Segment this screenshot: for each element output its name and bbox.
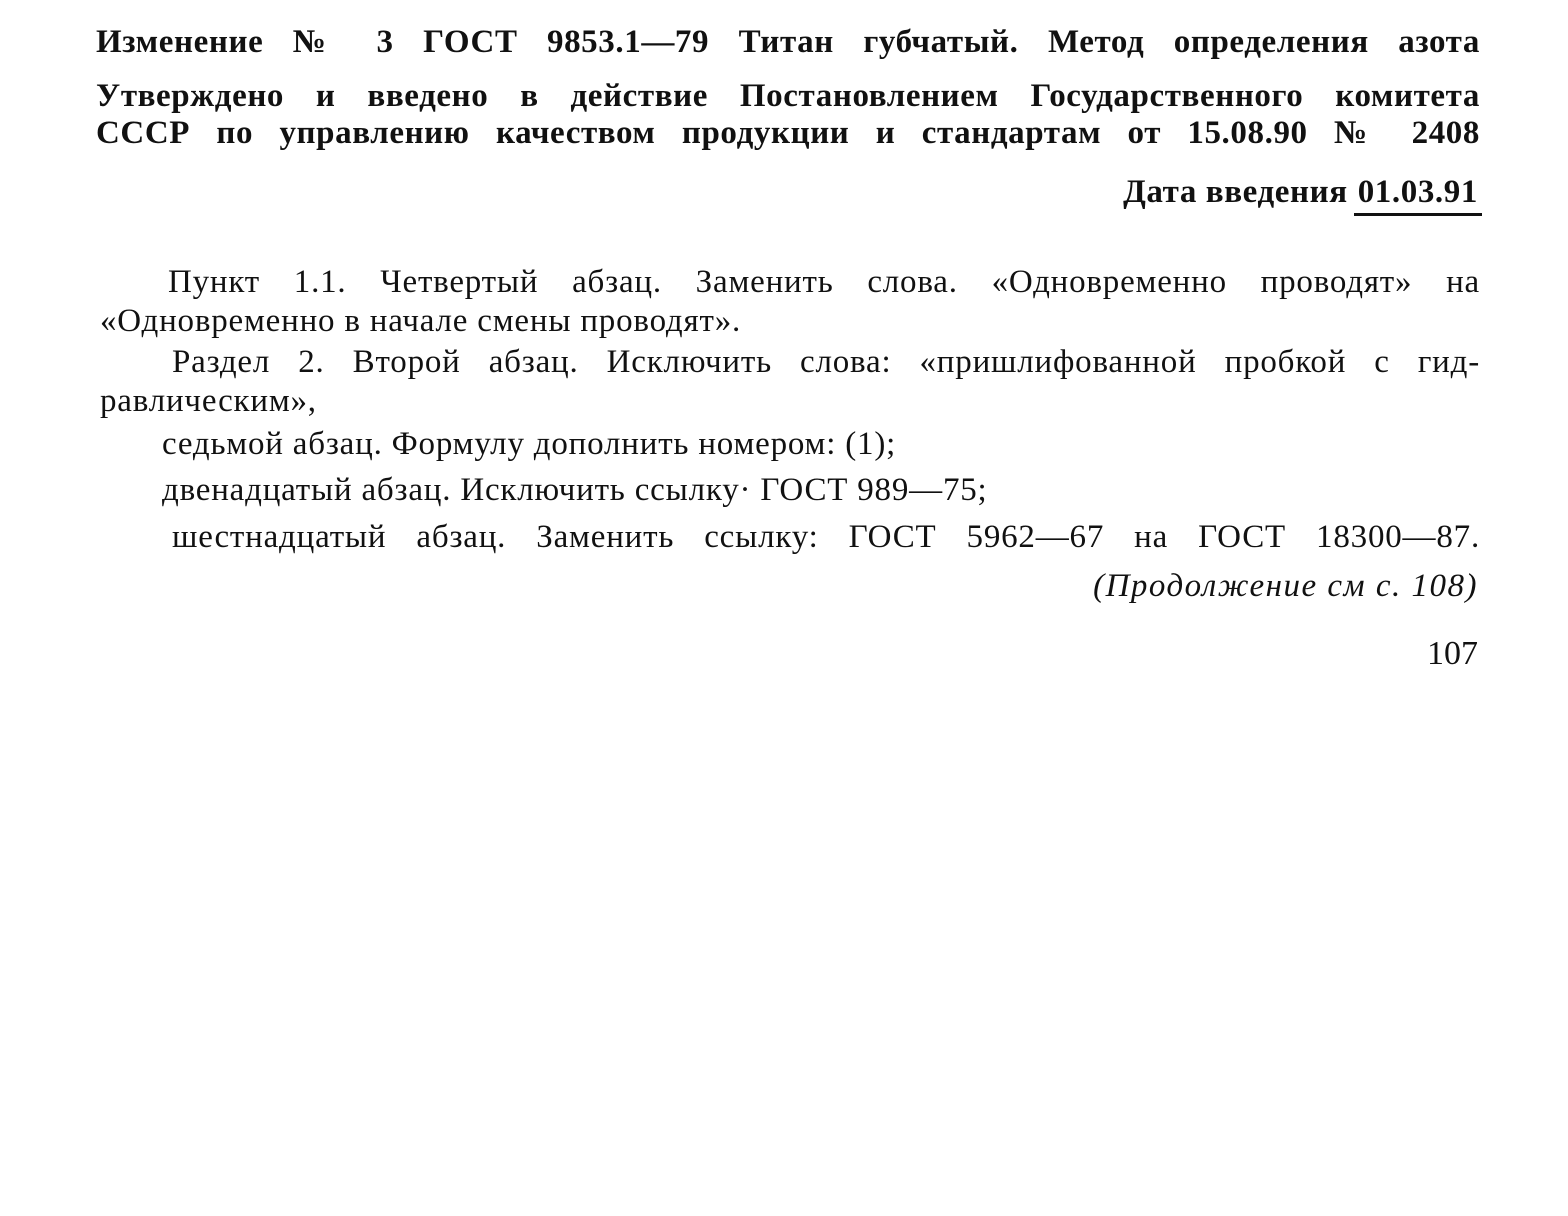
paragraph-4: двенадцатый абзац. Исключить ссылку· ГОСТ 989—75; [162, 472, 988, 508]
paragraph-3: седьмой абзац. Формулу дополнить номером: (1); [162, 426, 897, 462]
paragraph-5: шестнадцатый абзац. Заменить ссылку: ГОСТ 5962—67 на ГОСТ 18300—87. [172, 519, 1480, 555]
continuation-note: (Продолжение см с. 108) [1093, 568, 1478, 604]
document-title: Изменение № 3 ГОСТ 9853.1—79 Титан губчатый. Метод определения азота [96, 24, 1480, 60]
paragraph-2-line-1: Раздел 2. Второй абзац. Исключить слова: «пришлифованной пробкой с гид- [172, 344, 1480, 380]
introduction-date-value: 01.03.91 [1357, 174, 1478, 210]
paragraph-1-line-2: «Одновременно в начале смены проводят». [100, 303, 742, 339]
approval-statement-line-2: СССР по управлению качеством продукции и стандартам от 15.08.90 № 2408 [96, 115, 1480, 151]
paragraph-2-line-2: равлическим», [100, 383, 317, 419]
paragraph-1-line-1: Пункт 1.1. Четвертый абзац. Заменить слова. «Одновременно проводят» на [168, 264, 1480, 300]
page-number: 107 [1427, 635, 1478, 672]
approval-statement-line-1: Утверждено и введено в действие Постановлением Государственного комитета [96, 78, 1480, 114]
introduction-date [1123, 172, 1478, 212]
introduction-date-label: Дата введения [1123, 174, 1348, 210]
